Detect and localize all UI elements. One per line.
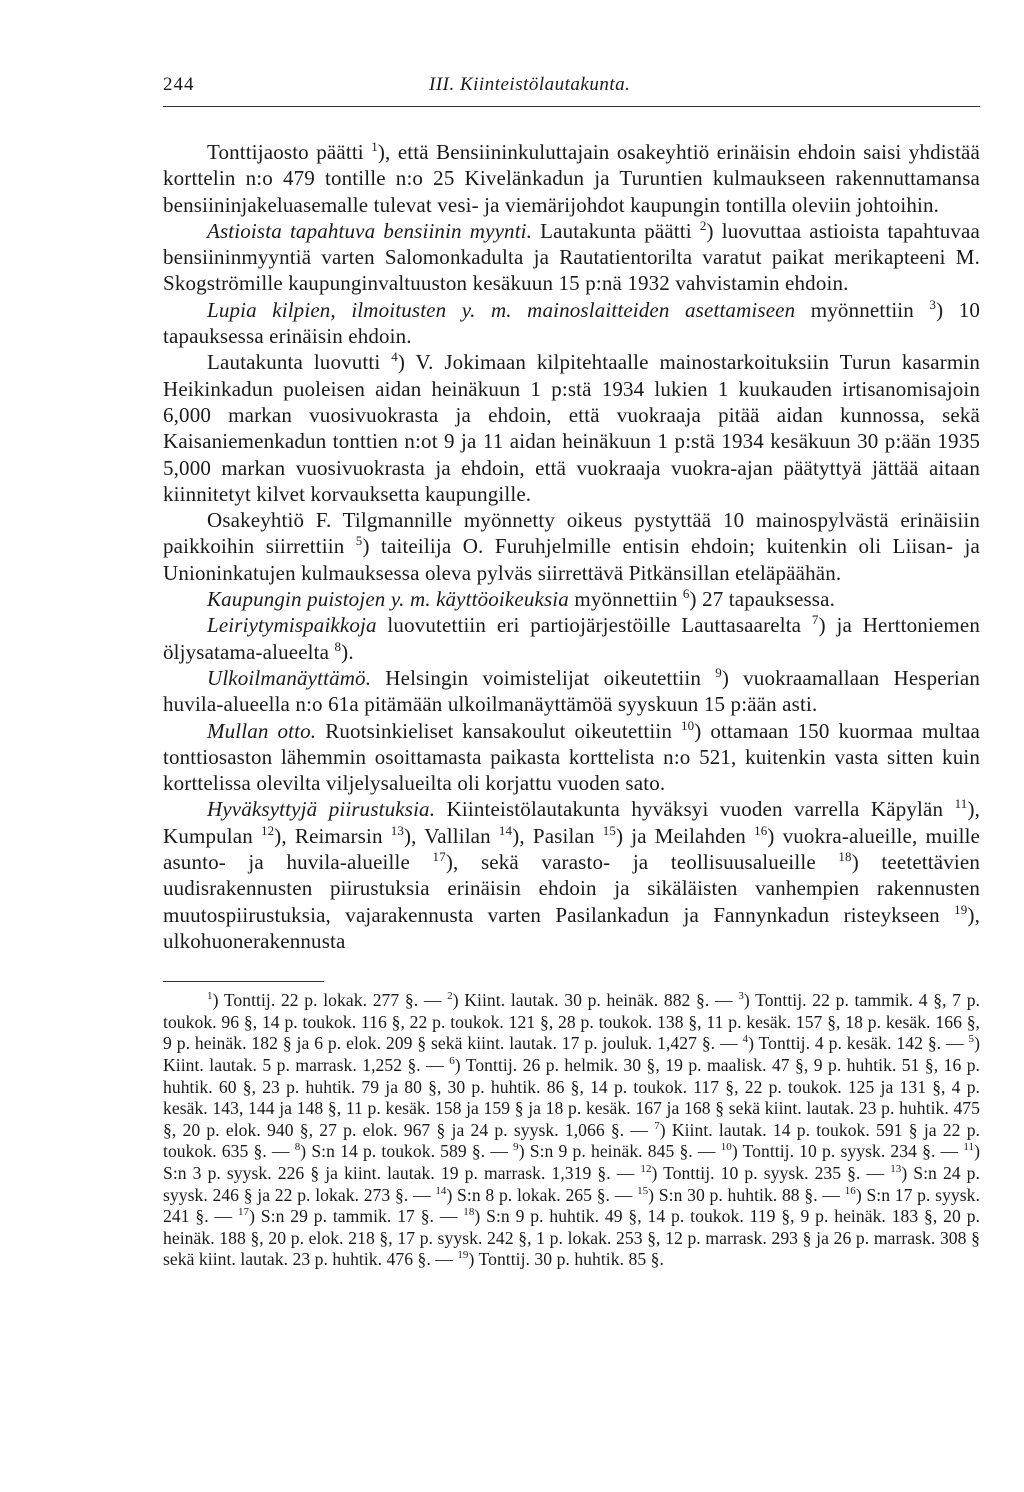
page-number: 244	[163, 74, 195, 95]
paragraph: Lupia kilpien, ilmoitusten y. m. mainoslaitteiden asettamiseen myönnettiin $^3$) 10 tapauksessa erinäisin ehdoin.	[163, 296, 980, 349]
body-text	[163, 139, 980, 954]
paragraph: Astioista tapahtuva bensiinin myynti. Lautakunta päätti $^2$) luovuttaa astioista tapahtuvaa bensiininmyyntiä varten Salomonkadulta ja Rautatientorilta varatut paikat merikapteeni M. Skogströmille kaupunginvaltuuston kesäkuun 15 p:nä 1932 vahvistamin ehdoin.	[163, 217, 980, 296]
paragraph: Osakeyhtiö F. Tilgmannille myönnetty oikeus pystyttää 10 mainospylvästä erinäisiin paikkoihin siirrettiin $^5$) taiteilija O. Furuhjelmille entisin ehdoin; kuitenkin oli Liisan- ja Unioninkatujen kulmauksessa oleva pylväs siirrettävä Pitkänsillan eteläpäähän.	[163, 508, 980, 585]
footnotes	[163, 990, 980, 1271]
footnote-text: $^1$) Tonttij. 22 p. lokak. 277 §. — $^2$) Kiint. lautak. 30 p. heinäk. 882 §. — $^3$) Tonttij. 22 p. tammik. 4 §, 7 p. toukok. 96 §, 14 p. toukok. 116 §, 22 p. toukok. 121 §, 28 p. toukok. 138 §, 11 p. kesäk. 157 §, 18 p. kesäk. 166 §, 9 p. heinäk. 182 § ja 6 p. elok. 209 § sekä kiint. lautak. 17 p. jouluk. 1,427 §. — $^4$) Tonttij. 4 p. kesäk. 142 §. — $^5$) Kiint. lautak. 5 p. marrask. 1,252 §. — $^6$) Tonttij. 26 p. helmik. 30 §, 19 p. maalisk. 47 §, 9 p. huhtik. 51 §, 16 p. huhtik. 60 §, 23 p. huhtik. 79 ja 80 §, 30 p. huhtik. 86 §, 14 p. toukok. 117 §, 22 p. toukok. 125 ja 131 §, 4 p. kesäk. 143, 144 ja 148 §, 11 p. kesäk. 158 ja 159 § ja 18 p. kesäk. 167 ja 168 § sekä kiint. lautak. 23 p. huhtik. 475 §, 20 p. elok. 940 §, 27 p. elok. 967 § ja 24 p. syysk. 1,066 §. — $^7$) Kiint. lautak. 14 p. toukok. 591 § ja 22 p. toukok. 635 §. — $^8$) S:n 14 p. toukok. 589 §. — $^9$) S:n 9 p. heinäk. 845 §. — $^{10}$) Tonttij. 10 p. syysk. 234 §. — $^{11}$) S:n 3 p. syysk. 226 § ja kiint. lautak. 19 p. marrask. 1,319 §. — $^{12}$) Tonttij. 10 p. syysk. 235 §. — $^{13}$) S:n 24 p. syysk. 246 § ja 22 p. lokak. 273 §. — $^{14}$) S:n 8 p. lokak. 265 §. — $^{15}$) S:n 30 p. huhtik. 88 §. — $^{16}$) S:n 17 p. syysk. 241 §. — $^{17}$) S:n 29 p. tammik. 17 §. — $^{18}$) S:n 9 p. huhtik. 49 §, 14 p. toukok. 119 §, 9 p. heinäk. 183 §, 20 p. heinäk. 188 §, 20 p. elok. 218 §, 17 p. syysk. 242 §, 1 p. lokak. 253 §, 12 p. marrask. 293 § ja 26 p. marrask. 308 § sekä kiint. lautak. 23 p. huhtik. 476 §. — $^{19}$) Tonttij. 30 p. huhtik. 85 §.	[163, 990, 980, 1270]
paragraph: Leiriytymispaikkoja luovutettiin eri partiojärjestöille Lauttasaarelta $^7$) ja Herttoniemen öljysatama-alueelta $^8$).	[163, 612, 980, 664]
paragraph: Kaupungin puistojen y. m. käyttöoikeuksia myönnettiin $^6$) 27 tapauksessa.	[207, 586, 835, 612]
paragraph: Ulkoilmanäyttämö. Helsingin voimistelijat oikeutettiin $^9$) vuokraamallaan Hesperian huvila-alueella n:o 61a pitämään ulkoilmanäyttämöä syyskuun 15 p:ään asti.	[163, 664, 980, 717]
paragraph: Tonttijaosto päätti $^1$), että Bensiininkuluttajain osakeyhtiö erinäisin ehdoin saisi yhdistää korttelin n:o 479 tontille n:o 25 Kivelänkadun ja Turuntien kulmaukseen rakennuttamansa bensiininjakeluasemalle tulevat vesi- ja viemärijohdot kaupungin tontilla oleviin johtoihin.	[163, 139, 980, 217]
page-header	[163, 74, 980, 107]
paragraph: Mullan otto. Ruotsinkieliset kansakoulut oikeutettiin $^{10}$) ottamaan 150 kuormaa multaa tonttiosaston lähemmin osoittamasta paikasta korttelista n:o 521, kuitenkin vasta sitten kuin korttelissa olevilta viljelysalueilta oli korjattu vuoden sato.	[163, 717, 980, 796]
document-page	[163, 74, 980, 1271]
paragraph: Lautakunta luovutti $^4$) V. Jokimaan kilpitehtaalle mainostarkoituksiin Turun kasarmin Heikinkadun puoleisen aidan heinäkuun 1 p:stä 1934 lukien 1 kuukauden irtisanomisajoin 6,000 markan vuosivuokrasta ja ehdoin, että vuokraaja pitää aidan kunnossa, sekä Kaisaniemenkadun tonttien n:ot 9 ja 11 aidan heinäkuun 1 p:stä 1934 kesäkuun 30 p:ään 1935 5,000 markan vuosivuokrasta ja ehdoin, että vuokraaja vuokra-ajan päätyttyä jättää aitaan kiinnitetyt kilvet korvauksetta kaupungille.	[163, 349, 980, 506]
footnote-rule	[163, 981, 324, 982]
paragraph: Hyväksyttyjä piirustuksia. Kiinteistölautakunta hyväksyi vuoden varrella Käpylän $^{11}$), Kumpulan $^{12}$), Reimarsin $^{13}$), Vallilan $^{14}$), Pasilan $^{15}$) ja Meilahden $^{16}$) vuokra-alueille, muille asunto- ja huvila-alueille $^{17}$), sekä varasto- ja teollisuusalueille $^{18}$) teetettävien uudisrakennusten piirustuksia erinäisin ehdoin ja sikäläisten vanhempien rakennusten muutospiirustuksia, vajarakennusta varten Pasilankadun ja Fannynkadun risteykseen $^{19}$), ulkohuonerakennusta	[163, 796, 981, 953]
running-title: III. Kiinteistölautakunta.	[429, 74, 631, 95]
